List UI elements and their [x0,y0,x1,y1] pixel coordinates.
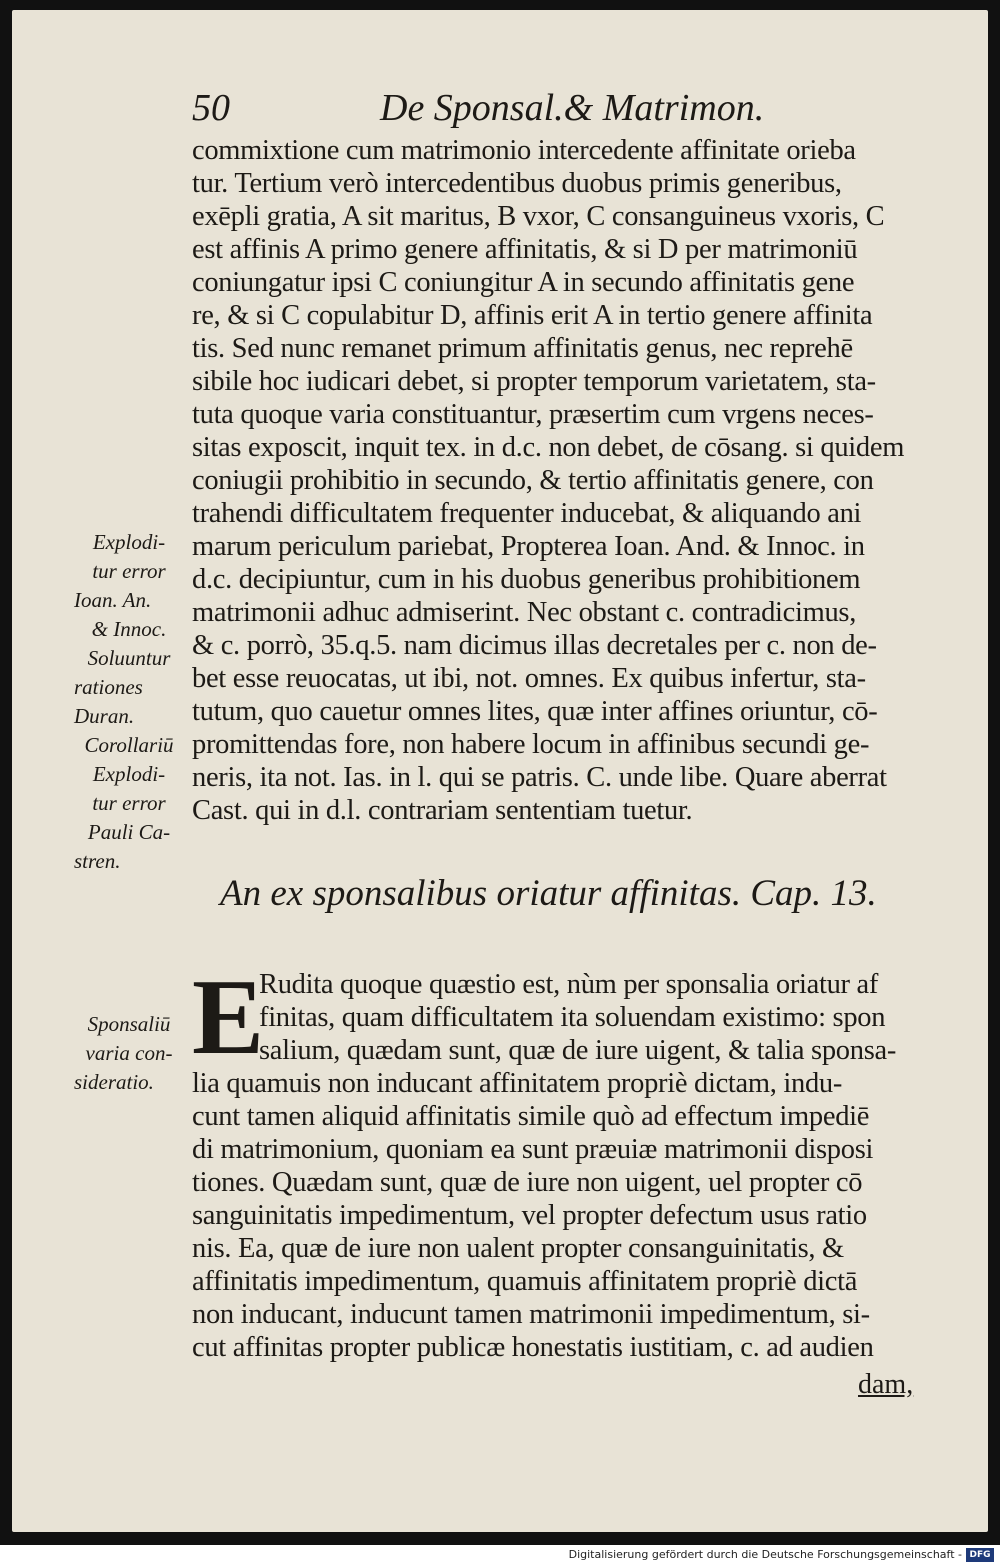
margin-notes [74,528,184,876]
margin-note: tur error [92,559,166,583]
text-line: nis. Ea, quæ de iure non ualent propter consanguinitatis, & [192,1233,844,1264]
text-line: bet esse reuocatas, ut ibi, not. omnes. Ex quibus infertur, sta- [192,663,866,694]
text-line: di matrimonium, quoniam ea sunt præuiæ matrimonii disposi [192,1134,874,1165]
running-head: De Sponsal.& Matrimon. [380,87,765,129]
text-line: & c. porrò, 35.q.5. nam dicimus illas decretales per c. non de- [192,630,877,661]
text-line: re, & si C copulabitur D, affinis erit A in tertio genere affinita [192,300,873,331]
text-line: cunt tamen aliquid affinitatis simile quò ad effectum impediē [192,1101,870,1132]
text-line: coniungatur ipsi C coniungitur A in secundo affinitatis gene [192,267,855,298]
text-line: est affinis A primo genere affinitatis, & si D per matrimoniū [192,234,858,265]
margin-note: rationes [74,675,143,699]
margin-note: Pauli Ca- [87,820,171,844]
page-header [12,80,988,140]
margin-note: Explodi- [92,530,166,554]
text-line: matrimonii adhuc admiserint. Nec obstant c. contradicimus, [192,597,857,628]
text-line: marum periculum pariebat, Propterea Ioan. And. & Innoc. in [192,531,865,562]
text-line: Rudita quoque quæstio est, nùm per sponsalia oriatur af [259,969,879,1000]
drop-cap: E [192,958,265,1077]
text-line: finitas, quam difficultatem ita soluendam existimo: spon [259,1002,886,1033]
margin-note: Duran. [74,704,135,728]
text-line: exēpli gratia, A sit maritus, B vxor, C consanguineus vxoris, C [192,201,885,232]
margin-note: Ioan. An. [74,588,152,612]
text-line: sibile hoc iudicari debet, si propter temporum varietatem, sta- [192,366,876,397]
text-line: salium, quædam sunt, quæ de iure uigent, & talia sponsa- [259,1035,897,1066]
margin-note: & Innoc. [91,617,167,641]
text-line: sanguinitatis impedimentum, vel propter defectum usus ratio [192,1200,867,1231]
margin-note: tur error [92,791,166,815]
margin-note: sideratio. [74,1070,154,1094]
text-line: trahendi difficultatem frequenter inducebat, & aliquando ani [192,498,862,529]
funding-notice: Digitalisierung gefördert durch die Deutsche Forschungsgemeinschaft - [568,1548,962,1561]
text-line: tutum, quo cauetur omnes lites, quæ inter affines oriuntur, cō- [192,696,878,727]
text-line: Cast. qui in d.l. contrariam sententiam tuetur. [192,795,693,826]
margin-note: varia con- [85,1041,173,1065]
text-line: coniugii prohibitio in secundo, & tertio affinitatis genere, con [192,465,874,496]
text-line: cut affinitas propter publicæ honestatis iustitiam, c. ad audien [192,1332,874,1363]
text-line: commixtione cum matrimonio intercedente affinitate orieba [192,135,856,166]
text-line: tuta quoque varia constituantur, præsertim cum vrgens neces- [192,399,874,430]
chapter-title: An ex sponsalibus oriatur affinitas. Cap. 13. [220,873,877,914]
margin-note: Corollariū [84,733,174,757]
text-line: tur. Tertium verò intercedentibus duobus primis generibus, [192,168,842,199]
chapter-body [192,958,962,1364]
text-line: d.c. decipiuntur, cum in his duobus generibus prohibitionem [192,564,861,595]
margin-notes [74,1010,184,1097]
dfg-logo-icon: DFG [966,1548,994,1562]
text-line: affinitatis impedimentum, quamuis affinitatem propriè dictā [192,1266,858,1297]
text-line: sitas exposcit, inquit tex. in d.c. non debet, de cōsang. si quidem [192,432,905,463]
text-line: lia quamuis non inducant affinitatem propriè dictam, indu- [192,1068,843,1099]
margin-note: Soluuntur [87,646,171,670]
text-line: tis. Sed nunc remanet primum affinitatis genus, nec reprehē [192,333,853,364]
digitization-footer [0,1545,1000,1566]
body-text [192,134,962,827]
text-line: non inducant, inducunt tamen matrimonii impedimentum, si- [192,1299,870,1330]
margin-note: Sponsaliū [87,1012,171,1036]
margin-note: stren. [74,849,121,873]
catchword: dam, [858,1369,914,1400]
text-line: tiones. Quædam sunt, quæ de iure non uigent, uel propter cō [192,1167,863,1198]
text-line: promittendas fore, non habere locum in affinibus secundi ge- [192,729,870,760]
page-number: 50 [192,87,230,129]
margin-note: Explodi- [92,762,166,786]
book-page [12,10,988,1532]
text-line: neris, ita not. Ias. in l. qui se patris. C. unde libe. Quare aberrat [192,762,887,793]
